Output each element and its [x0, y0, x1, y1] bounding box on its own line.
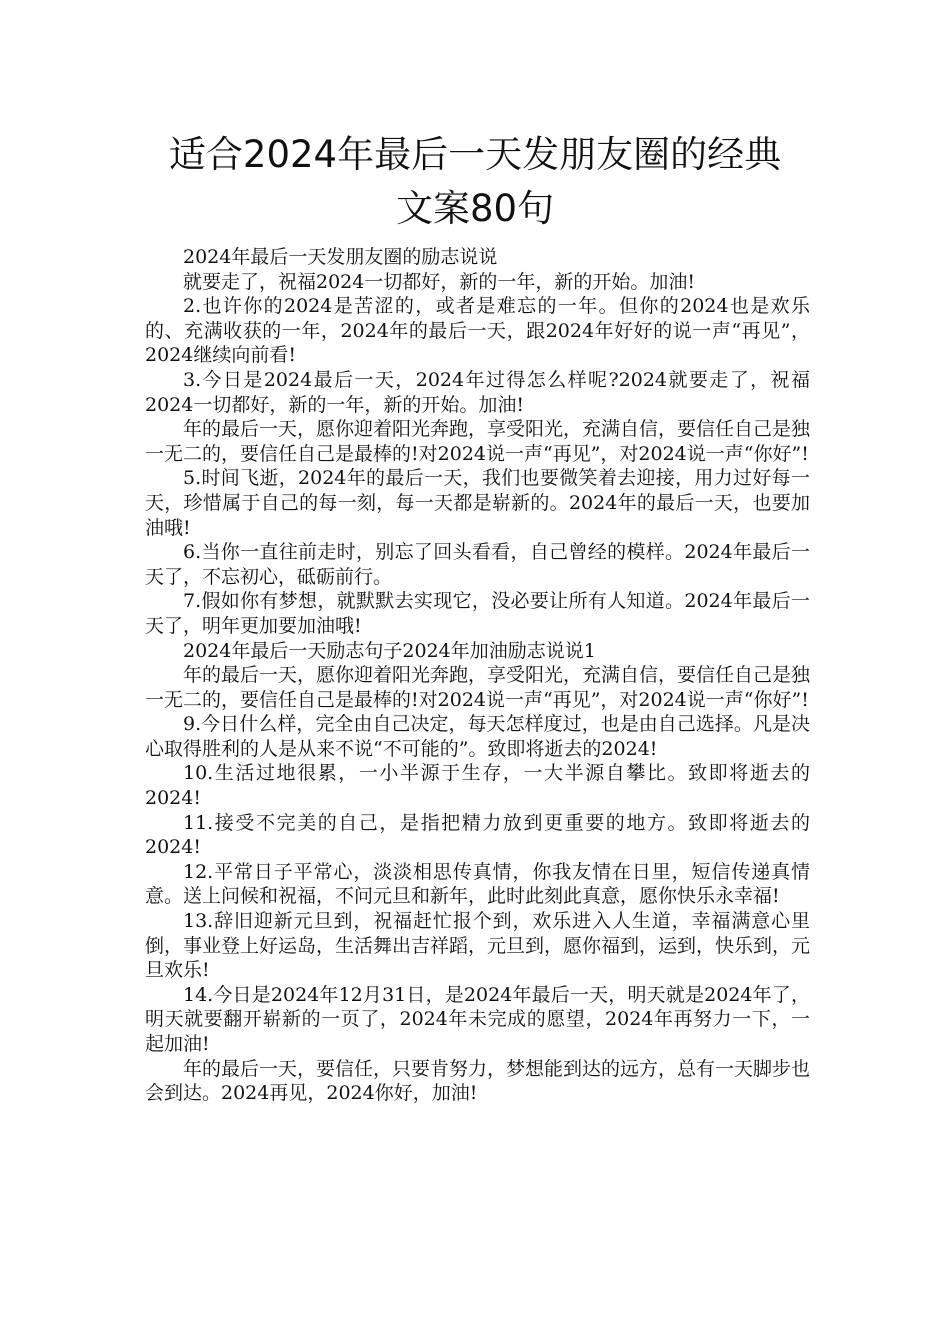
paragraph: 12.平常日子平常心，淡淡相思传真情，你我友情在日里，短信传递真情意。送上问候和祝福，不问元旦和新年，此时此刻此真意，愿你快乐永幸福!: [145, 860, 810, 908]
paragraph: 6.当你一直往前走时，别忘了回头看看，自己曾经的模样。2024年最后一天了，不忘初心，砥砺前行。: [145, 541, 810, 588]
paragraph: 年的最后一天，愿你迎着阳光奔跑，享受阳光，充满自信，要信任自己是独一无二的，要信任自己是最棒的!对2024说一声“再见”，对2024说一声“你好”!: [145, 664, 811, 711]
paragraph: 10.生活过地很累，一小半源于生存，一大半源自攀比。致即将逝去的2024!: [145, 762, 810, 810]
title-line-1: 适合2024年最后一天发朋友圈的经典: [168, 133, 782, 176]
paragraph: 3.今日是2024最后一天，2024年过得怎么样呢?2024就要走了，祝福2024一切都好，新的一年，新的开始。加油!: [145, 368, 810, 416]
paragraph: 9.今日什么样，完全由自己决定，每天怎样度过，也是由自己选择。凡是决心取得胜利的人是从来不说“不可能的”。致即将逝去的2024!: [145, 713, 810, 760]
paragraph: 11.接受不完美的自己，是指把精力放到更重要的地方。致即将逝去的2024!: [145, 811, 810, 859]
paragraph: 14.今日是2024年12月31日，是2024年最后一天，明天就是2024年了，明天就要翻开崭新的一页了，2024年未完成的愿望，2024年再努力一下，一起加油!: [145, 983, 810, 1055]
paragraph: 年的最后一天，愿你迎着阳光奔跑，享受阳光，充满自信，要信任自己是独一无二的，要信任自己是最棒的!对2024说一声“再见”，对2024说一声“你好”!: [145, 418, 811, 465]
paragraph: 13.辞旧迎新元旦到，祝福赶忙报个到，欢乐进入人生道，幸福满意心里倒，事业登上好运岛，生活舞出吉祥蹈，元旦到，愿你福到，运到，快乐到，元旦欢乐!: [145, 910, 811, 982]
paragraph: 就要走了，祝福2024一切都好，新的一年，新的开始。加油!: [183, 270, 695, 293]
document-body: [145, 245, 810, 1106]
paragraph: 2024年最后一天发朋友圈的励志说说: [183, 246, 498, 268]
document-title: [0, 128, 950, 236]
title-line-2: 文案80句: [395, 187, 555, 230]
paragraph: 年的最后一天，要信任，只要肯努力，梦想能到达的远方，总有一天脚步也会到达。2024再见，2024你好，加油!: [145, 1057, 811, 1105]
paragraph: 2.也许你的2024是苦涩的，或者是难忘的一年。但你的2024也是欢乐的、充满收获的一年，2024年的最后一天，跟2024年好好的说一声“再见”，2024继续向前看!: [145, 295, 810, 367]
paragraph: 7.假如你有梦想，就默默去实现它，没必要让所有人知道。2024年最后一天了，明年更加要加油哦!: [145, 590, 810, 637]
paragraph: 2024年最后一天励志句子2024年加油励志说说1: [183, 639, 596, 662]
paragraph: 5.时间飞逝，2024年的最后一天，我们也要微笑着去迎接，用力过好每一天，珍惜属于自己的每一刻，每一天都是崭新的。2024年的最后一天，也要加油哦!: [145, 467, 810, 539]
